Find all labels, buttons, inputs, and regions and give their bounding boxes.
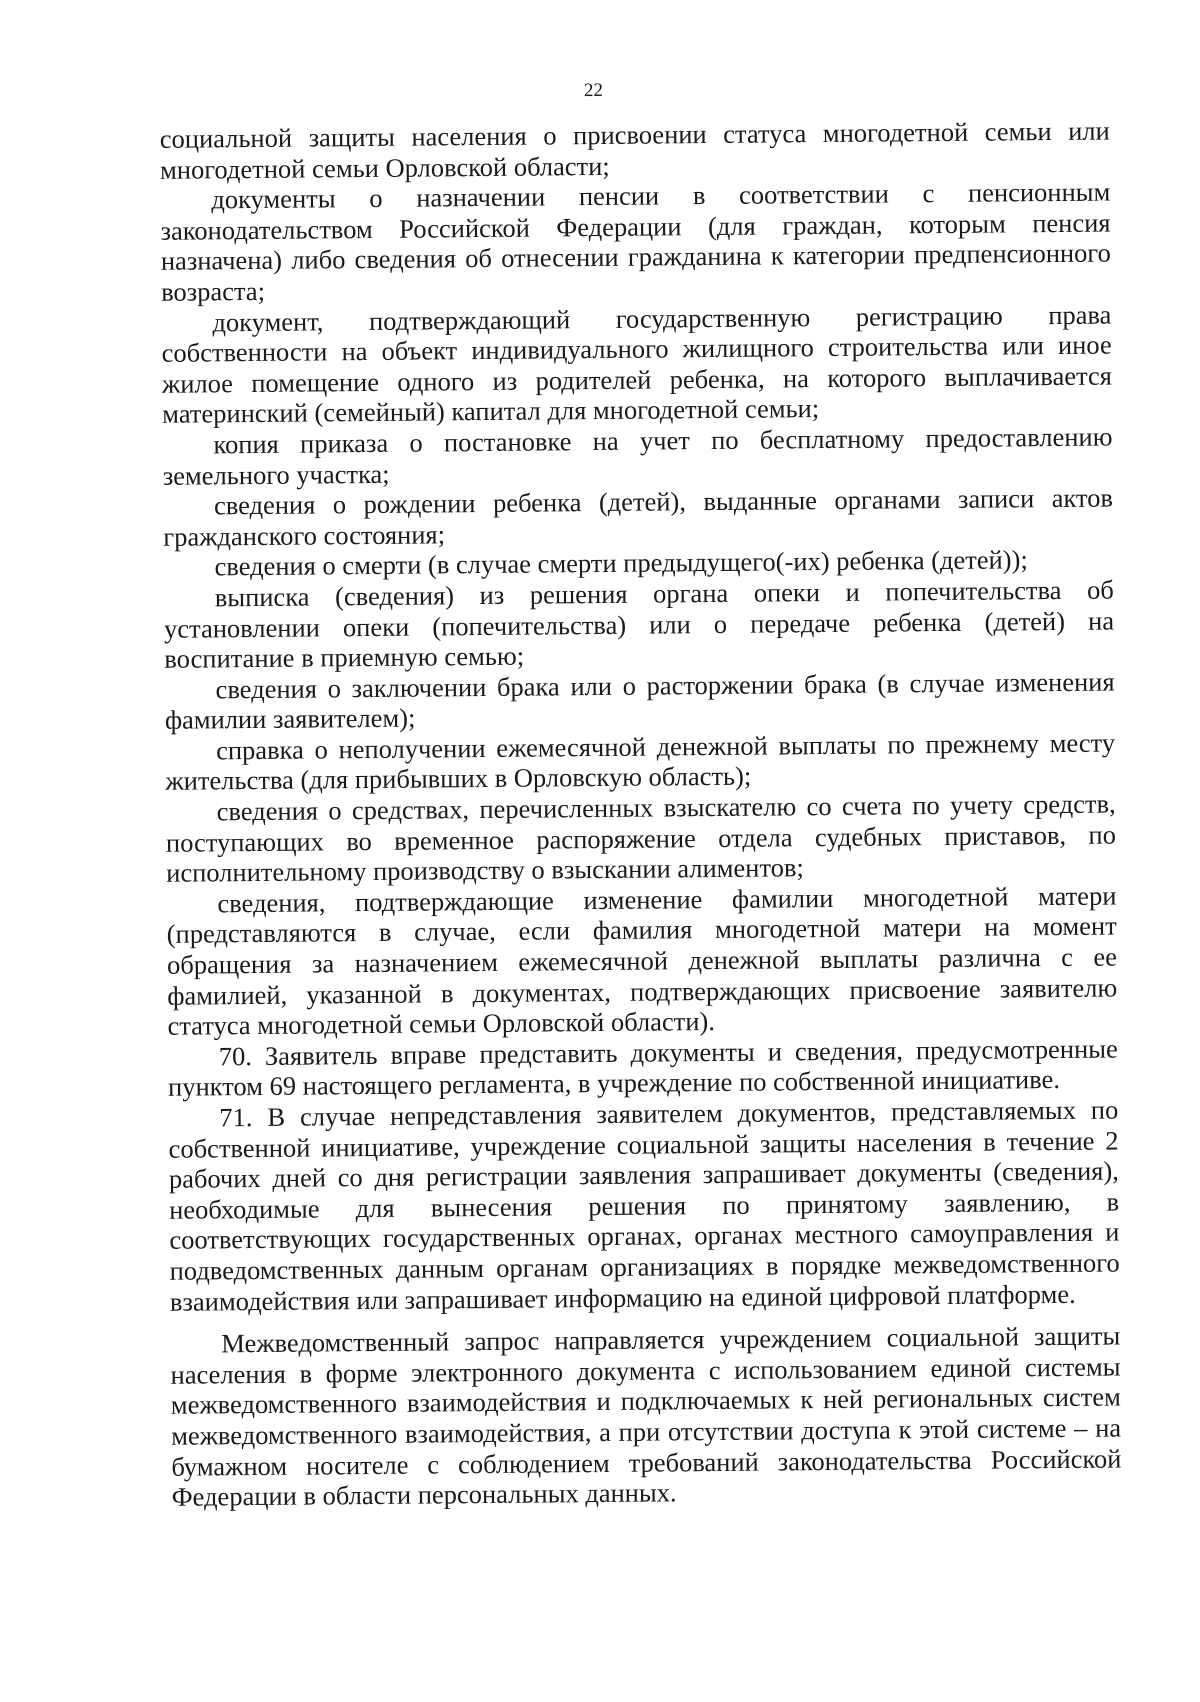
paragraph-guardianship: выписка (сведения) из решения органа опеки и попечительства об установлении опеки (попечительства) или о передаче ребенка (детей) на воспитание в приемную семью; — [163, 574, 1115, 674]
paragraph-land-order: копия приказа о постановке на учет по бесплатному предоставлению земельного участка; — [162, 421, 1113, 491]
paragraph-clause-70: 70. Заявитель вправе представить документы и сведения, предусмотренные пунктом 69 настоящего регламента, в учреждение по собственной инициативе. — [167, 1033, 1118, 1103]
page-number: 22 — [583, 79, 603, 102]
paragraph-marriage: сведения о заключении брака или о расторжении брака (в случае изменения фамилии заявителем); — [164, 666, 1115, 736]
paragraph-pension-documents: документы о назначении пенсии в соответствии с пенсионным законодательством Российской Федерации (для граждан, которым пенсия назначена) либо сведения об отнесении гражданина к категории предпенсионного возраста; — [160, 176, 1111, 307]
paragraph-surname-change: сведения, подтверждающие изменение фамилии многодетной матери (представляются в случае, если фамилия многодетной матери на момент обращения за назначением ежемесячной денежной выплаты различна с ее фамилией, указанной в документах, подтверждающих присвоение заявителю статуса многодетной семьи Орловской области). — [166, 880, 1118, 1041]
paragraph-death-info: сведения о смерти (в случае смерти предыдущего(-их) ребенка (детей)); — [214, 544, 1028, 582]
paragraph-clause-71: 71. В случае непредставления заявителем документов, представляемых по собственной инициативе, учреждение социальной защиты населения в течение 2 рабочих дней со дня регистрации заявления запрашивает документы (сведения), необходимые для вынесения решения по принятому заявлению, в соответствующих государственных органах, органах местного самоуправления и подведомственных данным органам организациях в порядке межведомственного взаимодействия или запрашивает информацию на единой цифровой платформе. — [168, 1094, 1120, 1317]
paragraph-property-registration: документ, подтверждающий государственную регистрацию права собственности на объект индивидуального жилищного строительства или иное жилое помещение одного из родителей ребенка, на которого выплачивается материнский (семейный) капитал для многодетной семьи; — [161, 299, 1113, 430]
paragraph-birth-info: сведения о рождении ребенка (детей), выданные органами записи актов гражданского состояния; — [163, 482, 1114, 552]
document-body — [160, 116, 1122, 1513]
paragraph-continuation: социальной защиты населения о присвоении статуса многодетной семьи или многодетной семьи Орловской области; — [159, 115, 1110, 185]
paragraph-alimony: сведения о средствах, перечисленных взыскателю со счета по учету средств, поступающих во временное распоряжение отдела судебных приставов, по исполнительному производству о взыскании алиментов; — [165, 788, 1117, 889]
paragraph-interagency-request: Межведомственный запрос направляется учреждением социальной защиты населения в форме электронного документа с использованием единой системы межведомственного взаимодействия и подключаемых к ней региональных систем межведомственного взаимодействия, а при отсутствии доступа к этой системе – на бумажном носителе с соблюдением требований законодательства Российской Федерации в области персональных данных. — [170, 1320, 1122, 1512]
paragraph-non-receipt: справка о неполучении ежемесячной денежной выплаты по прежнему месту жительства (для прибывших в Орловскую область); — [165, 727, 1116, 797]
